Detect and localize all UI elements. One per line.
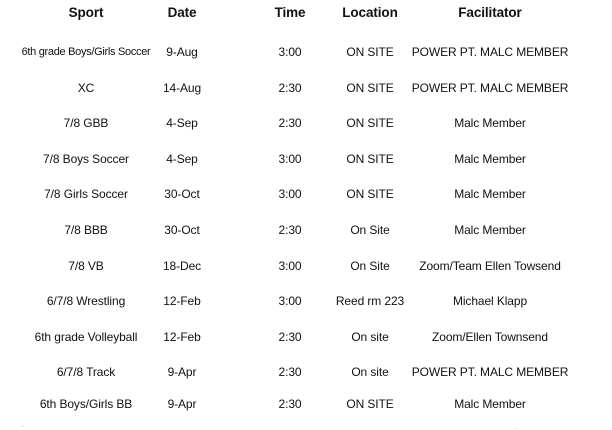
cell-location: On Site	[350, 223, 390, 237]
cell-date: 4-Sep	[166, 152, 198, 166]
cell-facilitator: POWER PT. MALC MEMBER	[411, 45, 569, 59]
cell-date: 30-Oct	[164, 223, 200, 237]
cell-time: 3:00	[278, 45, 302, 59]
cell-time: 2:30	[278, 365, 302, 379]
cell-sport: 6th grade Boys/Girls Soccer	[21, 46, 151, 58]
cell-facilitator: POWER PT. MALC MEMBER	[411, 81, 569, 95]
cell-date: 12-Feb	[163, 294, 201, 308]
table-row	[0, 362, 612, 382]
cell-sport: 7/8 Boys Soccer	[43, 152, 129, 166]
cell-time: 2:30	[278, 223, 302, 237]
cell-sport: 7/8 VB	[68, 259, 104, 273]
cell-facilitator: Michael Klapp	[452, 294, 528, 308]
cell-date: 30-Oct	[164, 187, 200, 201]
cell-location: On site	[351, 365, 389, 379]
cell-facilitator: Malc Member	[454, 187, 526, 201]
cell-time: 2:30	[278, 397, 302, 411]
table-row	[0, 327, 612, 347]
cell-time: 3:00	[278, 187, 302, 201]
cell-date: 9-Apr	[167, 397, 197, 411]
cell-location: ON SITE	[346, 45, 394, 59]
cell-location: On Site	[350, 259, 390, 273]
cell-sport: 6/7/8 Wrestling	[46, 294, 126, 308]
cell-date: 9-Apr	[167, 365, 197, 379]
cell-facilitator: Malc Member	[454, 397, 526, 411]
header-facilitator: Facilitator	[458, 5, 522, 20]
table-row	[0, 220, 612, 240]
cell-location: ON SITE	[346, 397, 394, 411]
table-row	[0, 42, 612, 62]
cell-facilitator: Zoom/Team Ellen Towsend	[419, 259, 561, 273]
cell-sport: XC	[77, 81, 95, 95]
scan-speck	[516, 428, 517, 429]
cell-time: 3:00	[278, 259, 302, 273]
cell-sport: 6th Boys/Girls BB	[39, 397, 133, 411]
cell-date: 4-Sep	[166, 116, 198, 130]
cell-facilitator: Malc Member	[454, 152, 526, 166]
cell-location: ON SITE	[346, 81, 394, 95]
cell-facilitator: POWER PT. MALC MEMBER	[411, 365, 569, 379]
cell-time: 2:30	[278, 116, 302, 130]
cell-location: Reed rm 223	[335, 294, 405, 308]
cell-facilitator: Malc Member	[454, 223, 526, 237]
cell-location: ON SITE	[346, 187, 394, 201]
cell-date: 14-Aug	[162, 81, 202, 95]
cell-date: 9-Aug	[166, 45, 198, 59]
table-header	[0, 3, 612, 23]
table-row	[0, 256, 612, 276]
cell-facilitator: Malc Member	[454, 116, 526, 130]
cell-time: 3:00	[278, 294, 302, 308]
cell-facilitator: Zoom/Ellen Townsend	[432, 330, 548, 344]
cell-sport: 6th grade Volleyball	[34, 330, 138, 344]
table-row	[0, 113, 612, 133]
table-row	[0, 149, 612, 169]
cell-location: On site	[351, 330, 389, 344]
cell-location: ON SITE	[346, 116, 394, 130]
table-row	[0, 78, 612, 98]
table-row	[0, 291, 612, 311]
cell-location: ON SITE	[346, 152, 394, 166]
header-date: Date	[167, 5, 197, 20]
cell-date: 12-Feb	[163, 330, 201, 344]
cell-sport: 7/8 Girls Soccer	[44, 187, 128, 201]
table-row	[0, 184, 612, 204]
cell-sport: 7/8 BBB	[64, 223, 108, 237]
header-sport: Sport	[68, 5, 104, 20]
cell-sport: 7/8 GBB	[63, 116, 109, 130]
header-time: Time	[274, 5, 306, 20]
header-location: Location	[342, 5, 398, 20]
scan-speck	[22, 426, 23, 427]
cell-time: 2:30	[278, 330, 302, 344]
cell-sport: 6/7/8 Track	[56, 365, 116, 379]
table-row	[0, 394, 612, 414]
cell-time: 2:30	[278, 81, 302, 95]
cell-date: 18-Dec	[162, 259, 202, 273]
cell-time: 3:00	[278, 152, 302, 166]
